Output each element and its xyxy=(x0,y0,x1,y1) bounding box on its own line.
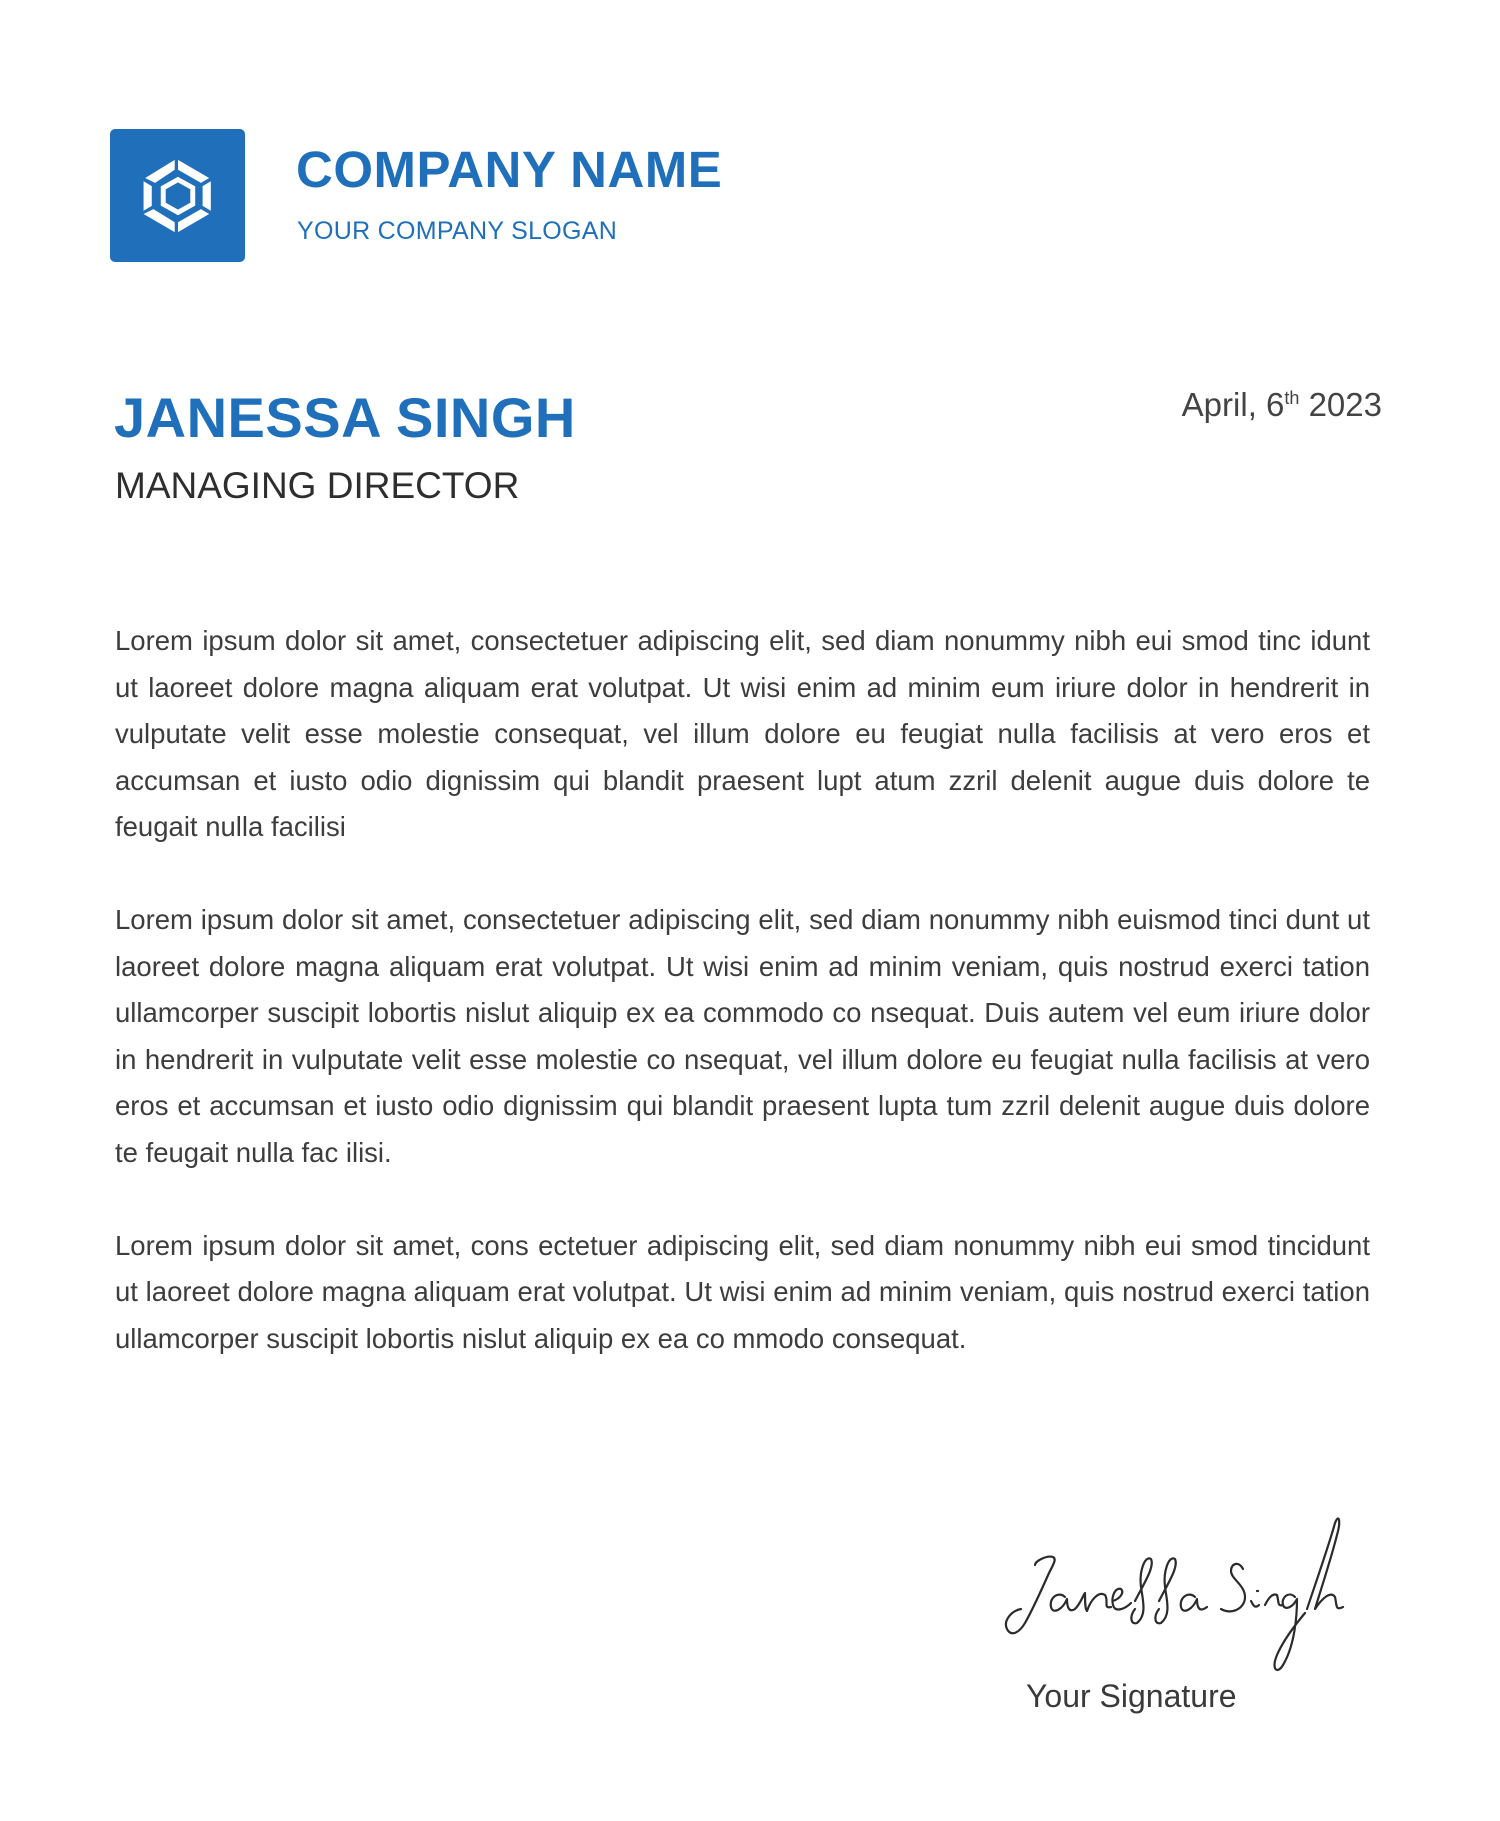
handwritten-signature xyxy=(995,1505,1385,1685)
body-paragraph: Lorem ipsum dolor sit amet, consectetuer adipiscing elit, sed diam nonummy nibh euismod tinci dunt ut laoreet dolore magna aliquam erat volutpat. Ut wisi enim ad minim veniam, quis nostrud exerci tation ullamcorper suscipit lobortis nislut aliquip ex ea commodo co nsequat. Duis autem vel eum iriure dolor in hendrerit in vulputate velit esse molestie co nsequat, vel illum dolore eu feugiat nulla facilisis at vero eros et accumsan et iusto odio dignissim qui blandit praesent lupta tum zzril delenit augue duis dolore te feugait nulla fac ilisi. xyxy=(115,903,1370,1168)
sender-name: JANESSA SINGH xyxy=(114,386,576,449)
company-logo xyxy=(110,129,245,262)
date-suffix: th xyxy=(1284,388,1300,408)
company-name: COMPANY NAME xyxy=(296,141,723,198)
letter-date xyxy=(1182,386,1382,424)
date-prefix: April, 6 xyxy=(1181,386,1285,423)
body-paragraph: Lorem ipsum dolor sit amet, consectetuer adipiscing elit, sed diam nonummy nibh eui smod tinc idunt ut laoreet dolore magna aliquam erat volutpat. Ut wisi enim ad minim eum iriure dolor in hendrerit in vulputate velit esse molestie consequat, vel illum dolore eu feugiat nulla facilisis at vero eros et accumsan et iusto odio dignissim qui blandit praesent lupt atum zzril delenit augue duis dolore te feugait nulla facilisi xyxy=(115,625,1370,843)
letter-body xyxy=(115,618,1370,1408)
date-year: 2023 xyxy=(1299,386,1382,423)
sender-title: MANAGING DIRECTOR xyxy=(115,465,520,506)
body-paragraph: Lorem ipsum dolor sit amet, cons ectetuer adipiscing elit, sed diam nonummy nibh eui smod tincidunt ut laoreet dolore magna aliquam erat volutpat. Ut wisi enim ad minim veniam, quis nostrud exerci tation ullamcorper suscipit lobortis nislut aliquip ex ea co mmodo consequat. xyxy=(115,1229,1370,1354)
hexagon-logo-icon xyxy=(137,155,219,237)
company-slogan: YOUR COMPANY SLOGAN xyxy=(297,217,618,245)
signature-label: Your Signature xyxy=(1026,1678,1237,1714)
